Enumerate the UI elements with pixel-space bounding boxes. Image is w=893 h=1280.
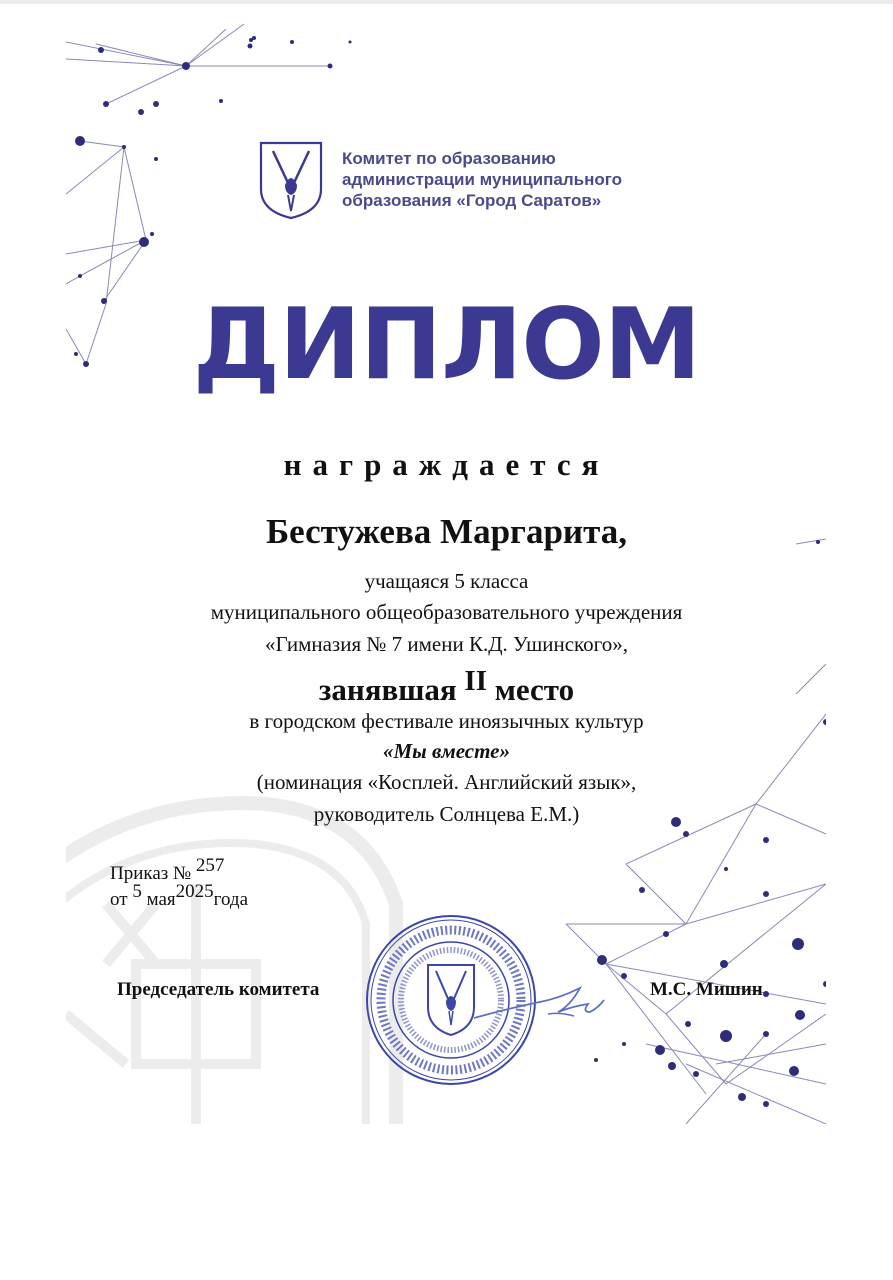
- organization-line: администрации муниципального: [342, 170, 622, 189]
- order-year-suffix: года: [213, 889, 249, 910]
- event-supervisor: руководитель Солнцева Е.М.): [313, 802, 580, 826]
- coat-of-arms-icon: [259, 141, 323, 220]
- organization-line: Комитет по образованию: [342, 149, 556, 168]
- place-prefix: занявшая: [318, 672, 457, 707]
- signatory-name: М.С. Мишин: [650, 979, 763, 1000]
- school-line: муниципального общеобразовательного учреждения: [210, 600, 683, 624]
- event-nomination: (номинация «Косплей. Английский язык»,: [256, 770, 637, 794]
- recipient-name: Бестужева Маргарита,: [266, 512, 627, 551]
- order-number-value: 257: [195, 855, 225, 876]
- place-line: [0, 665, 893, 711]
- organization-line: образования «Город Саратов»: [342, 191, 602, 210]
- handwritten-signature-icon: [470, 978, 610, 1028]
- order-date: [110, 881, 249, 912]
- order-year: 2025: [175, 881, 214, 902]
- place-number: II: [464, 665, 487, 697]
- event-name: «Мы вместе»: [382, 739, 510, 763]
- signature-position: Председатель комитета: [117, 979, 320, 1000]
- order-day: 5: [132, 881, 142, 902]
- school-line: учащаяся 5 класса: [364, 569, 529, 593]
- order-label: Приказ №: [110, 863, 192, 884]
- watermark-emblem-icon: [66, 803, 396, 1124]
- place-suffix: место: [494, 672, 575, 707]
- event-line: в городском фестивале иноязычных культур: [249, 709, 644, 733]
- diploma-title: ДИПЛОМ: [192, 288, 701, 402]
- organization-name: [342, 148, 622, 211]
- network-pattern-right: [566, 539, 826, 1124]
- awarded-label: награждается: [283, 447, 610, 482]
- order-from: от: [110, 889, 128, 910]
- school-line: «Гимназия № 7 имени К.Д. Ушинского»,: [264, 632, 629, 656]
- order-month: мая: [146, 889, 176, 910]
